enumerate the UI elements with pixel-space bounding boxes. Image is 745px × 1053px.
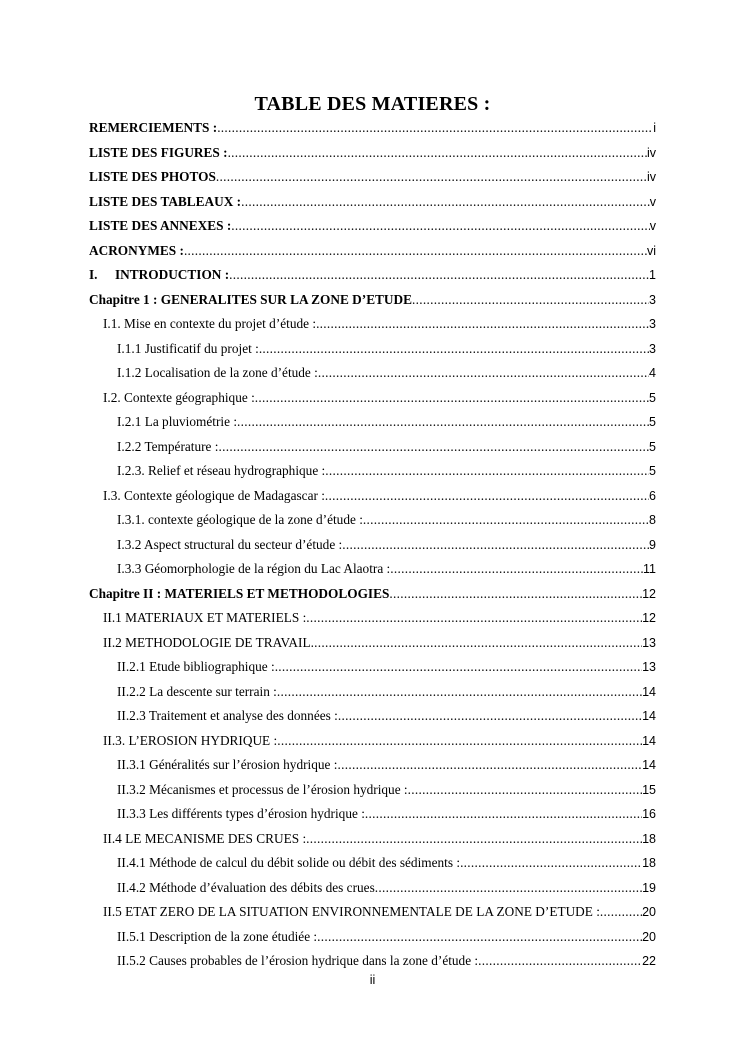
toc-entry-label: INTRODUCTION : <box>115 267 230 282</box>
toc-entry[interactable] <box>89 459 656 484</box>
toc-entry-page: 14 <box>642 709 656 723</box>
toc-entry-label: I.2.1 La pluviométrie : <box>117 414 238 429</box>
dot-leader <box>318 361 649 386</box>
toc-entry-label: I.3.2 Aspect structural du secteur d’étude : <box>117 536 343 552</box>
toc-entry[interactable] <box>89 704 656 729</box>
toc-entry[interactable] <box>89 190 656 215</box>
toc-entry[interactable] <box>89 851 656 876</box>
toc-entry-page: 16 <box>642 807 656 821</box>
toc-entry-label: ACRONYMES : <box>89 242 184 258</box>
toc-entry-page: 13 <box>642 635 656 650</box>
dot-leader <box>229 263 649 288</box>
toc-entry[interactable] <box>89 655 656 680</box>
toc-entry[interactable] <box>89 116 656 141</box>
toc-entry-label: I.3. Contexte géologique de Madagascar : <box>103 487 325 503</box>
toc-entry[interactable] <box>89 508 656 533</box>
dot-leader <box>306 827 642 852</box>
toc-entry[interactable] <box>89 582 656 607</box>
toc-entry[interactable] <box>89 680 656 705</box>
dot-leader <box>460 851 642 876</box>
toc-entry[interactable] <box>89 484 656 509</box>
toc-entry-label: I.2. Contexte géographique : <box>103 389 255 405</box>
toc-entry-page: 9 <box>649 537 656 552</box>
dot-leader <box>217 116 653 141</box>
toc-entry-label: II.4.2 Méthode d’évaluation des débits des crues <box>117 879 375 895</box>
toc-entry-label: II.1 MATERIAUX ET MATERIELS : <box>103 610 307 625</box>
dot-leader <box>478 949 642 974</box>
toc-entry-page: 3 <box>649 292 656 307</box>
toc-entry-label: II.2.3 Traitement et analyse des données : <box>117 708 338 723</box>
toc-entry-label: II.3.1 Généralités sur l’érosion hydrique : <box>117 757 338 772</box>
toc-entry-page: vi <box>646 243 656 258</box>
dot-leader <box>241 190 650 215</box>
dot-leader <box>316 312 649 337</box>
toc-entry[interactable] <box>89 827 656 852</box>
toc-entry-page: 5 <box>649 415 656 429</box>
toc-entry-page: 19 <box>642 880 656 895</box>
toc-entry-page: 3 <box>649 317 656 331</box>
dot-leader <box>365 802 642 827</box>
dot-leader <box>231 214 649 239</box>
toc-entry[interactable] <box>89 900 656 925</box>
toc-entry-label: II.4 LE MECANISME DES CRUES : <box>103 830 307 846</box>
toc-entry[interactable] <box>89 263 656 288</box>
dot-leader <box>216 165 647 190</box>
toc-entry[interactable] <box>89 410 656 435</box>
toc-entry-page: 12 <box>642 611 656 625</box>
dot-leader <box>408 778 642 803</box>
dot-leader <box>325 484 649 509</box>
toc-entry-page: 15 <box>642 782 656 797</box>
toc-entry-page: 4 <box>649 366 656 380</box>
dot-leader <box>600 900 642 925</box>
dot-leader <box>277 729 642 754</box>
toc-entry-page: 12 <box>642 586 656 601</box>
toc-entry[interactable] <box>89 729 656 754</box>
toc-entry-page: v <box>649 219 656 233</box>
toc-entry-page: 14 <box>642 684 656 699</box>
toc-entry[interactable] <box>89 606 656 631</box>
toc-entry-label: II.2.1 Etude bibliographique : <box>117 659 275 674</box>
toc-entry-page: 1 <box>649 268 656 282</box>
toc-entry[interactable] <box>89 557 656 582</box>
toc-entry-page: 14 <box>642 758 656 772</box>
toc-entry-page: 11 <box>643 562 656 576</box>
toc-entry-label: LISTE DES ANNEXES : <box>89 218 232 233</box>
toc-entry-page: 22 <box>642 954 656 968</box>
toc-entry[interactable] <box>89 386 656 411</box>
toc-entry-page: 14 <box>642 733 656 748</box>
toc-entry-page: 5 <box>649 464 656 478</box>
toc-entry-label: II.3.3 Les différents types d’érosion hydrique : <box>117 806 365 821</box>
toc-entry[interactable] <box>89 753 656 778</box>
dot-leader <box>306 606 642 631</box>
toc-entry-label: I.2.3. Relief et réseau hydrographique : <box>117 463 326 478</box>
toc-entry[interactable] <box>89 361 656 386</box>
toc-entry-page: 8 <box>649 513 656 527</box>
toc-entry-page: iv <box>646 145 656 160</box>
toc-entry-label: REMERCIEMENTS : <box>89 120 218 135</box>
dot-leader <box>390 557 643 582</box>
toc-entry-label: II.2.2 La descente sur terrain : <box>117 683 277 699</box>
dot-leader <box>184 239 647 264</box>
dot-leader <box>311 631 643 656</box>
toc-entry-label: II.3.2 Mécanismes et processus de l’érosion hydrique : <box>117 781 408 797</box>
toc-entry-label: I.2.2 Température : <box>117 438 219 454</box>
dot-leader <box>325 459 649 484</box>
toc-entry-page: 5 <box>649 439 656 454</box>
toc-entry[interactable] <box>89 778 656 803</box>
toc-entry-page: 6 <box>649 488 656 503</box>
toc-entry[interactable] <box>89 949 656 974</box>
toc-entry[interactable] <box>89 312 656 337</box>
dot-leader <box>338 704 642 729</box>
toc-entry-page: iv <box>646 170 656 184</box>
toc-entry[interactable] <box>89 435 656 460</box>
toc-entry-label: II.4.1 Méthode de calcul du débit solide ou débit des sédiments : <box>117 855 461 870</box>
toc-entry-label: I.1.1 Justificatif du projet : <box>117 340 259 356</box>
toc-entry-page: i <box>653 121 656 135</box>
dot-leader <box>275 655 642 680</box>
toc-entry-number: I. <box>89 267 98 282</box>
toc-entry[interactable] <box>89 802 656 827</box>
toc-entry-label: Chapitre II : MATERIELS ET METHODOLOGIES <box>89 585 390 601</box>
toc-entry[interactable] <box>89 631 656 656</box>
toc-entry-page: 3 <box>649 341 656 356</box>
page-number: ii <box>369 973 376 987</box>
dot-leader <box>228 141 647 166</box>
toc-entry[interactable] <box>89 533 656 558</box>
toc-entry-page: 18 <box>642 831 656 846</box>
toc-entry[interactable] <box>89 165 656 190</box>
toc-entry-label: I.3.1. contexte géologique de la zone d’étude : <box>117 512 363 527</box>
dot-leader <box>342 533 649 558</box>
toc-entry-label: LISTE DES TABLEAUX : <box>89 193 242 209</box>
dot-leader <box>389 582 642 607</box>
toc-entry-page: 18 <box>642 856 656 870</box>
toc-entry[interactable] <box>89 239 656 264</box>
dot-leader <box>255 386 649 411</box>
toc-entry-label: I.3.3 Géomorphologie de la région du Lac Alaotra : <box>117 561 391 576</box>
dot-leader <box>412 288 649 313</box>
dot-leader <box>259 337 649 362</box>
dot-leader <box>237 410 649 435</box>
toc-entry-label: II.5.2 Causes probables de l’érosion hydrique dans la zone d’étude : <box>117 953 479 968</box>
dot-leader <box>337 753 642 778</box>
table-of-contents <box>89 116 656 974</box>
toc-entry-label: LISTE DES PHOTOS <box>89 169 216 184</box>
toc-entry-label: Chapitre 1 : GENERALITES SUR LA ZONE D’ETUDE <box>89 291 413 307</box>
toc-entry-label: I.1.2 Localisation de la zone d’étude : <box>117 365 318 380</box>
toc-entry-label: LISTE DES FIGURES : <box>89 144 228 160</box>
toc-entry[interactable] <box>89 214 656 239</box>
toc-entry[interactable] <box>89 876 656 901</box>
toc-entry-page: 20 <box>642 905 656 919</box>
toc-entry-label: II.3. L’EROSION HYDRIQUE : <box>103 732 278 748</box>
toc-entry-label: II.2 METHODOLOGIE DE TRAVAIL <box>103 634 311 650</box>
toc-entry[interactable] <box>89 141 656 166</box>
dot-leader <box>375 876 642 901</box>
toc-entry-label: II.5.1 Description de la zone étudiée : <box>117 928 318 944</box>
toc-title: TABLE DES MATIERES : <box>254 93 491 115</box>
dot-leader <box>363 508 649 533</box>
toc-entry-page: 5 <box>649 390 656 405</box>
dot-leader <box>218 435 649 460</box>
dot-leader <box>317 925 642 950</box>
toc-entry-page: v <box>649 194 656 209</box>
dot-leader <box>277 680 642 705</box>
toc-entry[interactable] <box>89 337 656 362</box>
toc-entry[interactable] <box>89 925 656 950</box>
toc-entry-page: 13 <box>642 660 656 674</box>
toc-entry[interactable] <box>89 288 656 313</box>
toc-entry-page: 20 <box>642 929 656 944</box>
toc-entry-label: II.5 ETAT ZERO DE LA SITUATION ENVIRONNEMENTALE DE LA ZONE D’ETUDE : <box>103 904 600 919</box>
toc-entry-label: I.1. Mise en contexte du projet d’étude : <box>103 316 317 331</box>
